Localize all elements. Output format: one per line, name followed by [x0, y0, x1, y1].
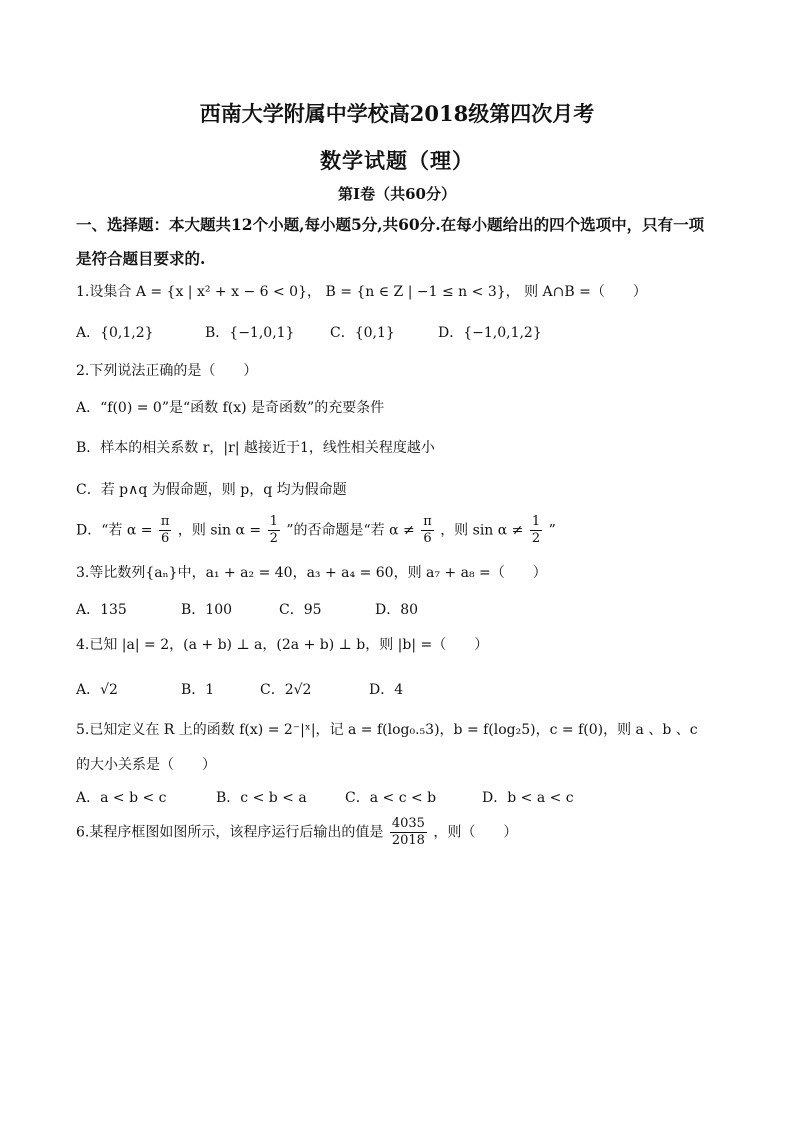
question-3: 3.等比数列{aₙ}中，a₁ + a₂ = 40，a₃ + a₄ = 60，则 a₇ + a₈ =（ ）	[76, 565, 547, 581]
section-line-2: 是符合题目要求的.	[76, 249, 206, 268]
q1-option-d: D．{−1,0,1,2}	[438, 325, 542, 341]
q6-post: ，则（ ）	[433, 824, 518, 841]
q1-option-a: A．{0,1,2}	[76, 325, 154, 341]
q2-option-d	[76, 514, 556, 547]
q3-option-b: B．100	[181, 602, 233, 618]
q2d-mid3: ，则 sin α ≠	[440, 522, 524, 539]
q2-option-a: A．“f(0) = 0”是“函数 f(x) 是奇函数”的充要条件	[76, 400, 385, 416]
exam-subtitle: 数学试题（理）	[320, 148, 474, 173]
q4-option-d: D．4	[369, 682, 404, 698]
q2d-mid: ，则 sin α =	[177, 522, 262, 539]
frac-num: 1	[269, 514, 278, 529]
q3-option-d: D．80	[375, 602, 419, 618]
q2-option-c: C．若 p∧q 为假命题，则 p，q 均为假命题	[76, 482, 347, 498]
q2-option-b: B．样本的相关系数 r，|r| 越接近于1，线性相关程度越小	[76, 440, 435, 456]
q4-option-c: C．2√2	[260, 682, 312, 698]
fraction-one-half	[530, 514, 542, 547]
question-6	[76, 816, 517, 849]
q4-option-a: A．√2	[76, 682, 118, 698]
frac-den: 2018	[391, 833, 425, 848]
q2d-pre: D．“若 α =	[76, 522, 153, 539]
question-5-line-2: 的大小关系是（ ）	[76, 757, 216, 773]
question-2: 2.下列说法正确的是（ ）	[76, 363, 258, 379]
q4-option-b: B．1	[181, 682, 215, 698]
q3-option-c: C．95	[279, 602, 322, 618]
q5-option-d: D．b < a < c	[482, 790, 574, 806]
frac-num: 1	[531, 514, 541, 529]
fraction-pi-over-6	[159, 514, 172, 547]
q1-option-c: C．{0,1}	[330, 325, 395, 341]
frac-num: π	[423, 514, 432, 529]
frac-den: 2	[531, 531, 541, 546]
fraction-pi-over-6	[421, 514, 434, 547]
question-5-line-1: 5.已知定义在 R 上的函数 f(x) = 2⁻|ˣ|，记 a = f(log₀.₅3)，b = f(log₂5)，c = f(0)，则 a 、b 、c	[76, 722, 698, 738]
question-4: 4.已知 |a| = 2，(a + b) ⊥ a，(2a + b) ⊥ b，则 |b| =（ ）	[76, 637, 489, 653]
q1-ask: 则 A∩B =（ ）	[524, 284, 647, 300]
fraction-one-half	[268, 514, 280, 547]
q2d-end: ”	[548, 522, 556, 539]
exam-title: 西南大学附属中学校高2018级第四次月考	[199, 101, 595, 126]
q1-option-b: B．{−1,0,1}	[205, 325, 295, 341]
q3-option-a: A．135	[76, 602, 127, 618]
frac-num: 4035	[391, 816, 425, 831]
q5-option-c: C．a < c < b	[345, 790, 437, 806]
q2d-mid2: ”的否命题是“若 α ≠	[286, 522, 415, 539]
q1-set-b: B = {n ∈ Z | −1 ≤ n < 3}，	[325, 284, 520, 300]
q6-pre: 6.某程序框图如图所示，该程序运行后输出的值是	[76, 824, 384, 841]
q5-option-a: A．a < b < c	[76, 790, 167, 806]
section-heading	[76, 208, 746, 276]
section-line-1: 一、选择题：本大题共12个小题,每小题5分,共60分.在每小题给出的四个选项中，只有一项	[76, 215, 705, 234]
frac-num: π	[160, 514, 170, 529]
q5-option-b: B．c < b < a	[216, 790, 307, 806]
q1-set-a: A = {x | x² + x − 6 < 0}，	[135, 284, 321, 300]
volume-label: 第Ⅰ卷（共60分）	[338, 185, 456, 203]
frac-den: 6	[161, 531, 170, 546]
frac-den: 2	[269, 531, 278, 546]
frac-den: 6	[423, 531, 432, 546]
q1-prefix: 1.设集合	[76, 284, 132, 300]
question-1	[76, 282, 647, 302]
fraction-4035-over-2018	[390, 816, 427, 849]
